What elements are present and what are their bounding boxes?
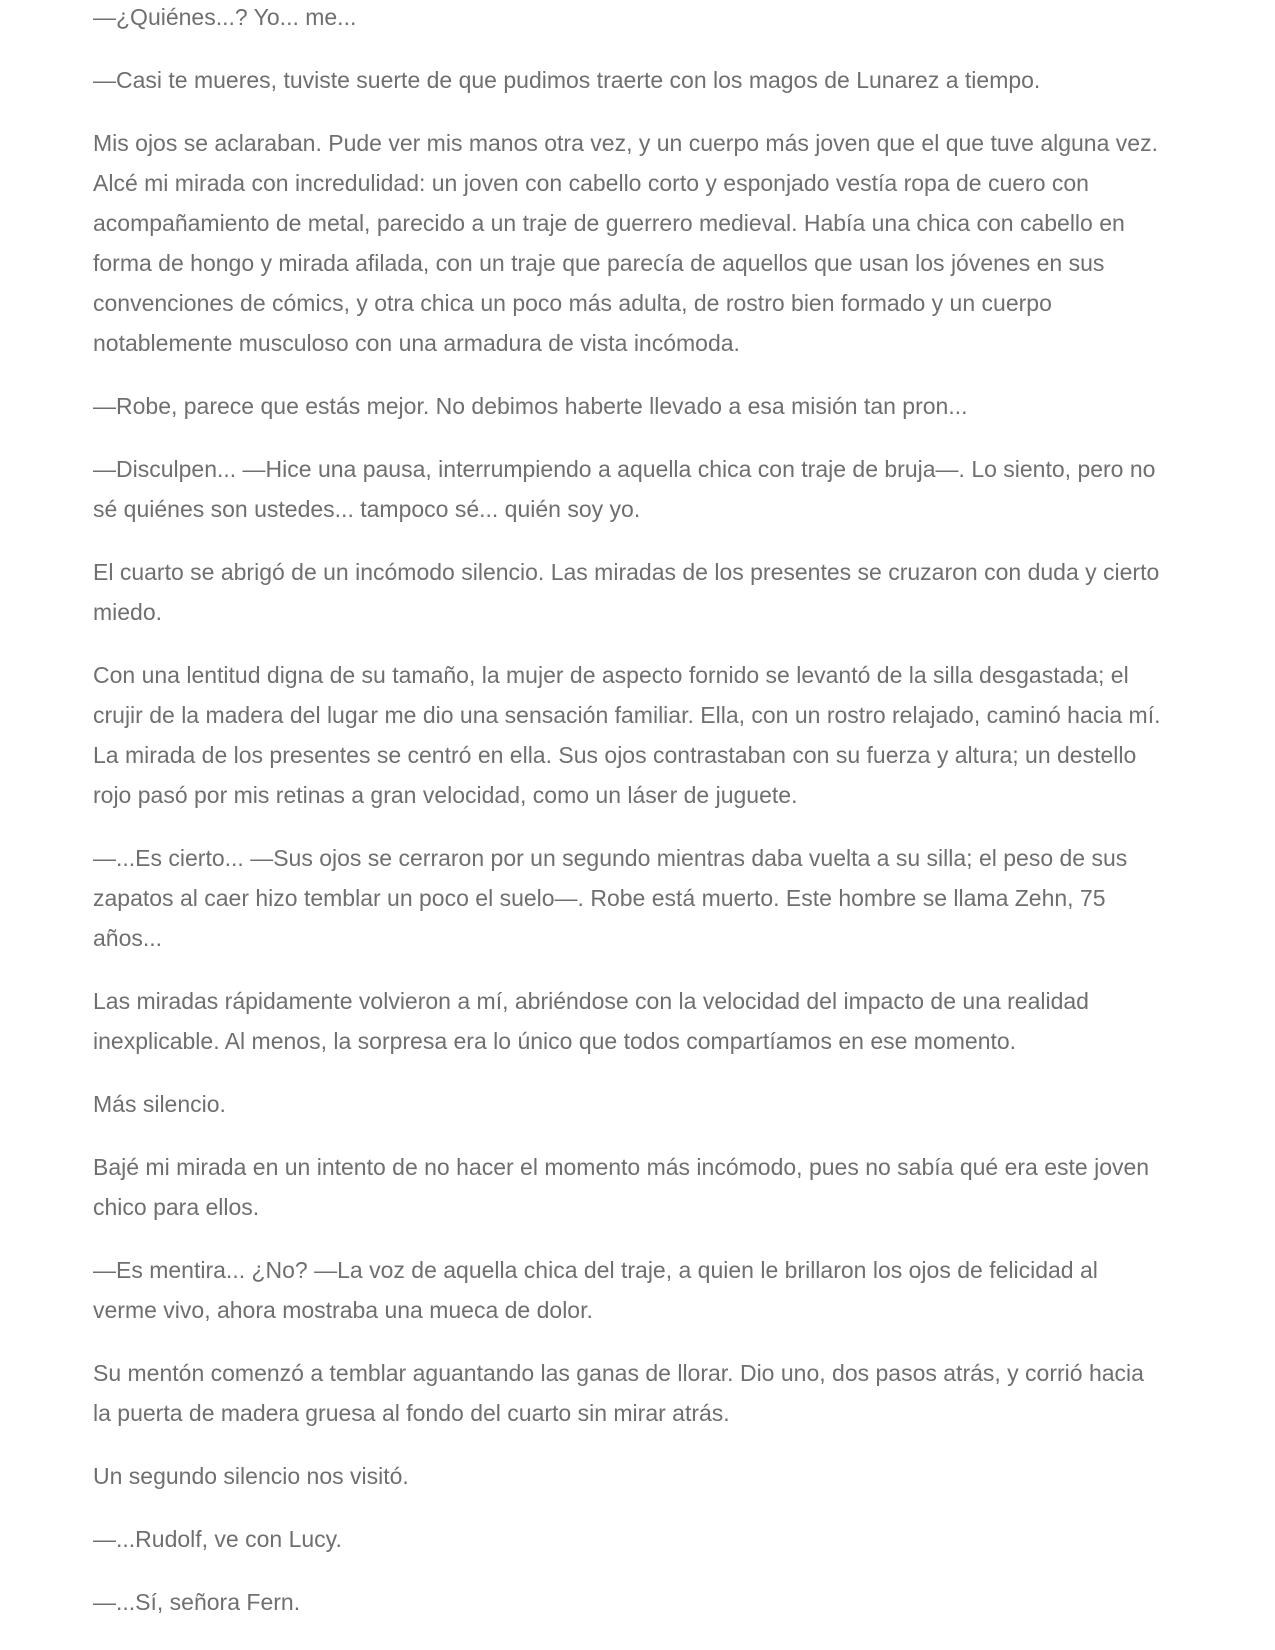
paragraph: Con una lentitud digna de su tamaño, la mujer de aspecto fornido se levantó de la silla desgastada; el crujir de la madera del lugar me dio una sensación familiar. Ella, con un rostro relajado, caminó hacia mí. La mirada de los presentes se centró en ella. Sus ojos contrastaban con su fuerza y altura; un destello rojo pasó por mis retinas a gran velocidad, como un láser de juguete. <box>93 662 1161 808</box>
paragraph: Mis ojos se aclaraban. Pude ver mis manos otra vez, y un cuerpo más joven que el que tuve alguna vez. Alcé mi mirada con incredulidad: un joven con cabello corto y esponjado vestía ropa de cuero con acompañamiento de metal, parecido a un traje de guerrero medieval. Había una chica con cabello en forma de hongo y mirada afilada, con un traje que parecía de aquellos que usan los jóvenes en sus convenciones de cómics, y otra chica un poco más adulta, de rostro bien formado y un cuerpo notablemente musculoso con una armadura de vista incómoda. <box>93 130 1158 356</box>
paragraph: —Es mentira... ¿No? —La voz de aquella chica del traje, a quien le brillaron los ojos de felicidad al verme vivo, ahora mostraba una mueca de dolor. <box>93 1257 1098 1323</box>
document-page <box>93 0 1168 1645</box>
paragraph: —Robe, parece que estás mejor. No debimos haberte llevado a esa misión tan pron... <box>93 393 968 419</box>
paragraph: Un segundo silencio nos visitó. <box>93 1463 409 1489</box>
paragraph: Bajé mi mirada en un intento de no hacer el momento más incómodo, pues no sabía qué era este joven chico para ellos. <box>93 1154 1150 1220</box>
paragraph: Su mentón comenzó a temblar aguantando las ganas de llorar. Dio uno, dos pasos atrás, y corrió hacia la puerta de madera gruesa al fondo del cuarto sin mirar atrás. <box>93 1360 1144 1426</box>
paragraph: El cuarto se abrigó de un incómodo silencio. Las miradas de los presentes se cruzaron con duda y cierto miedo. <box>93 559 1160 625</box>
paragraph: —...Es cierto... —Sus ojos se cerraron por un segundo mientras daba vuelta a su silla; el peso de sus zapatos al caer hizo temblar un poco el suelo—. Robe está muerto. Este hombre se llama Zehn, 75 años... <box>93 845 1128 951</box>
paragraph: —Disculpen... —Hice una pausa, interrumpiendo a aquella chica con traje de bruja—. Lo siento, pero no sé quiénes son ustedes... tampoco sé... quién soy yo. <box>93 456 1156 522</box>
paragraph: —Casi te mueres, tuviste suerte de que pudimos traerte con los magos de Lunarez a tiempo. <box>93 67 1041 93</box>
paragraph: —...Rudolf, ve con Lucy. <box>93 1526 342 1552</box>
paragraph: Las miradas rápidamente volvieron a mí, abriéndose con la velocidad del impacto de una realidad inexplicable. Al menos, la sorpresa era lo único que todos compartíamos en ese momento. <box>93 988 1089 1054</box>
paragraph: —...Sí, señora Fern. <box>93 1589 301 1615</box>
paragraph: —¿Quiénes...? Yo... me... <box>93 4 357 30</box>
paragraph: Más silencio. <box>93 1091 226 1117</box>
